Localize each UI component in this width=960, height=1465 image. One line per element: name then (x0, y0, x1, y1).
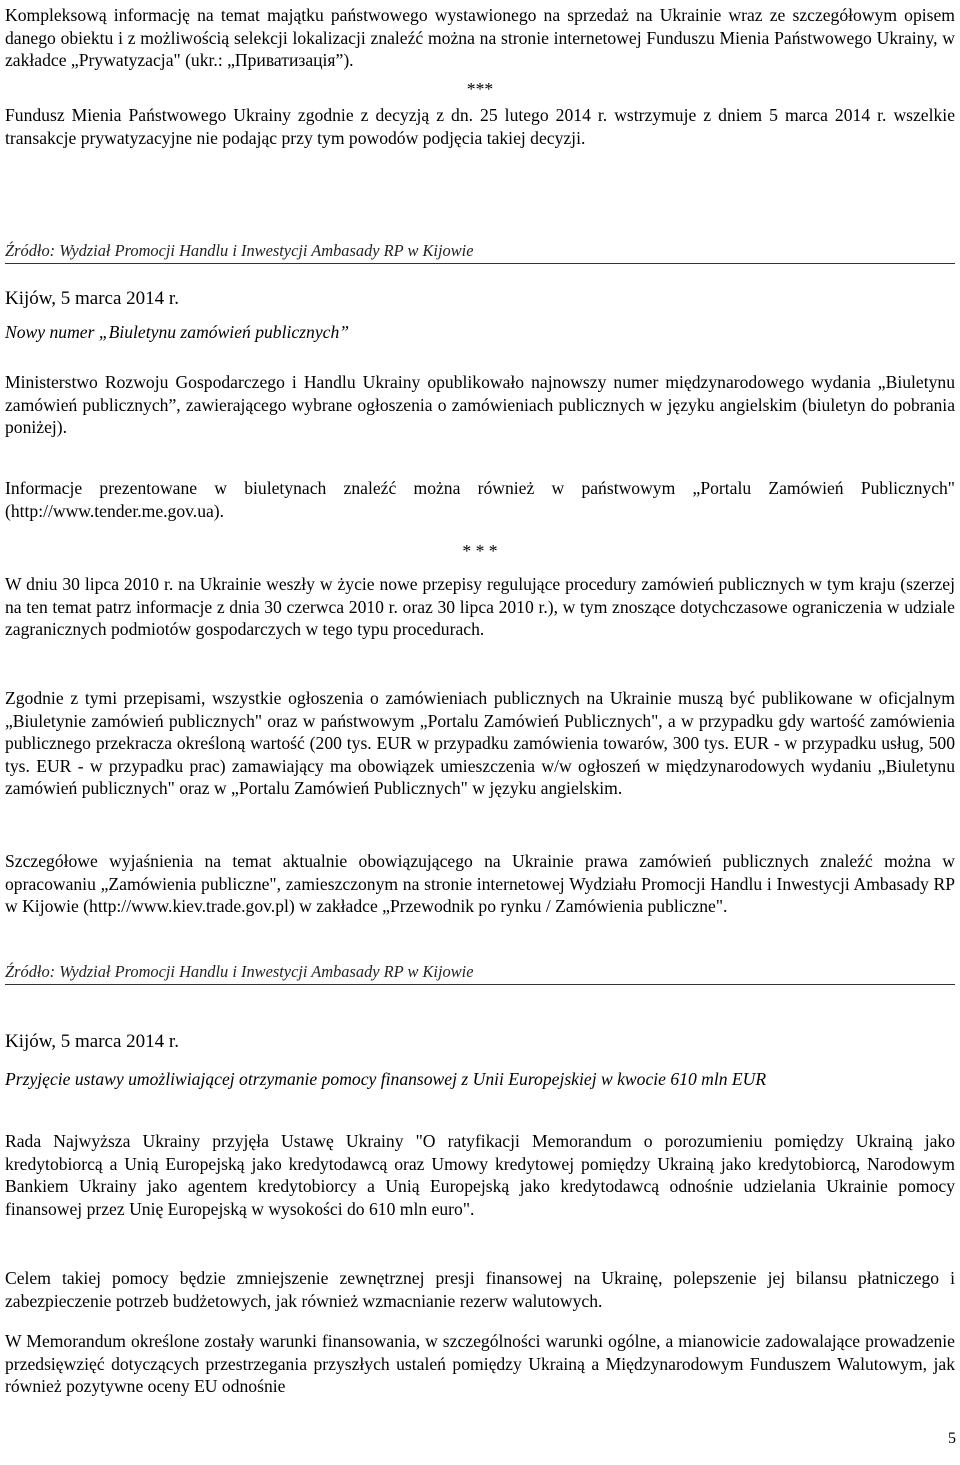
intro-paragraph: Kompleksową informację na temat majątku państwowego wystawionego na sprzedaż na Ukrainie wraz ze szczegółowym opisem danego obiektu i z możliwością selekcji lokalizacji znaleźć można na stronie internetowej Funduszu Mienia Państwowego Ukrainy, w zakładce „Prywatyzacja" (ukr.: „Приватизація”). (5, 5, 955, 71)
section-divider (5, 263, 955, 264)
details-paragraph: Szczegółowe wyjaśnienia na temat aktualnie obowiązującego na Ukrainie prawa zamówień publicznych znaleźć można w opracowaniu „Zamówienia publiczne", zamieszczonym na stronie internetowej Wydziału Promocji Handlu i Inwestycji Ambasady RP w Kijowie (http://www.kiev.trade.gov.pl) w zakładce „Przewodnik po rynku / Zamówienia publiczne". (5, 851, 955, 917)
fund-paragraph: Fundusz Mienia Państwowego Ukrainy zgodnie z decyzją z dn. 25 lutego 2014 r. wstrzymuje z dniem 5 marca 2014 r. wszelkie transakcje prywatyzacyjne nie podając przy tym powodów podjęcia takiej decyzji. (5, 105, 955, 148)
goal-paragraph: Celem takiej pomocy będzie zmniejszenie zewnętrznej presji finansowej na Ukrainę, polepszenie jej bilansu płatniczego i zabezpieczenie potrzeb budżetowych, jak również wzmacnianie rezerw walutowych. (5, 1268, 955, 1311)
july-paragraph: W dniu 30 lipca 2010 r. na Ukrainie weszły w życie nowe przepisy regulujące procedury zamówień publicznych w tym kraju (szerzej na ten temat patrz informacje z dnia 30 czerwca 2010 r. oraz 30 lipca 2010 r.), w tym znoszące dotychczasowe ograniczenia w udziale zagranicznych podmiotów gospodarczych w tego typu procedurach. (5, 574, 955, 640)
accord-paragraph: Zgodnie z tymi przepisami, wszystkie ogłoszenia o zamówieniach publicznych na Ukrainie muszą być publikowane w oficjalnym „Biuletynie zamówień publicznych" oraz w państwowym „Portalu Zamówień Publicznych", a w przypadku gdy wartość zamówienia publicznego przekracza określoną wartość (200 tys. EUR w przypadku zamówienia towarów, 300 tys. EUR - w przypadku usług, 500 tys. EUR - w przypadku prac) zamawiający ma obowiązek umieszczenia w/w ogłoszeń w międzynarodowych wydaniu „Biuletynu zamówień publicznych" oraz w „Portalu Zamówień Publicznych" w języku angielskim. (5, 688, 955, 799)
article-date: Kijów, 5 marca 2014 r. (5, 288, 179, 309)
source-line: Źródło: Wydział Promocji Handlu i Inwestycji Ambasady RP w Kijowie (5, 241, 474, 260)
rada-paragraph: Rada Najwyższa Ukrainy przyjęła Ustawę Ukrainy "O ratyfikacji Memorandum o porozumieniu pomiędzy Ukrainą jako kredytobiorcą a Unią Europejską jako kredytodawcą oraz Umowy kredytowej pomiędzy Ukrainą jako kredytobiorcą, Narodowym Bankiem Ukrainy jako agentem kredytobiorcy a Unią Europejską jako kredytodawcą odnośnie udzielania Ukrainie pomocy finansowej przez Unię Europejską w wysokości do 610 mln euro". (5, 1131, 955, 1219)
source-line: Źródło: Wydział Promocji Handlu i Inwestycji Ambasady RP w Kijowie (5, 962, 474, 981)
section-divider (5, 984, 955, 985)
info-paragraph: Informacje prezentowane w biuletynach znaleźć można również w państwowym „Portalu Zamówień Publicznych" (http://www.tender.me.gov.ua). (5, 478, 955, 521)
section-separator: * * * (462, 541, 498, 561)
article-title: Nowy numer „Biuletynu zamówień publicznych” (5, 322, 350, 342)
section-separator: *** (466, 79, 494, 99)
article-date: Kijów, 5 marca 2014 r. (5, 1031, 179, 1052)
ministry-paragraph: Ministerstwo Rozwoju Gospodarczego i Handlu Ukrainy opublikowało najnowszy numer międzynarodowego wydania „Biuletynu zamówień publicznych”, zawierającego wybrane ogłoszenia o zamówieniach publicznych w języku angielskim (biuletyn do pobrania poniżej). (5, 372, 955, 438)
article-title: Przyjęcie ustawy umożliwiającej otrzymanie pomocy finansowej z Unii Europejskiej w kwocie 610 mln EUR (5, 1069, 767, 1089)
page-number: 5 (948, 1430, 956, 1448)
memo-paragraph: W Memorandum określone zostały warunki finansowania, w szczególności warunki ogólne, a mianowicie zadowalające prowadzenie przedsięwzięć dotyczących przestrzegania przyszłych ustaleń pomiędzy Ukrainą a Międzynarodowym Funduszem Walutowym, jak również pozytywne oceny EU odnośnie (5, 1331, 955, 1397)
